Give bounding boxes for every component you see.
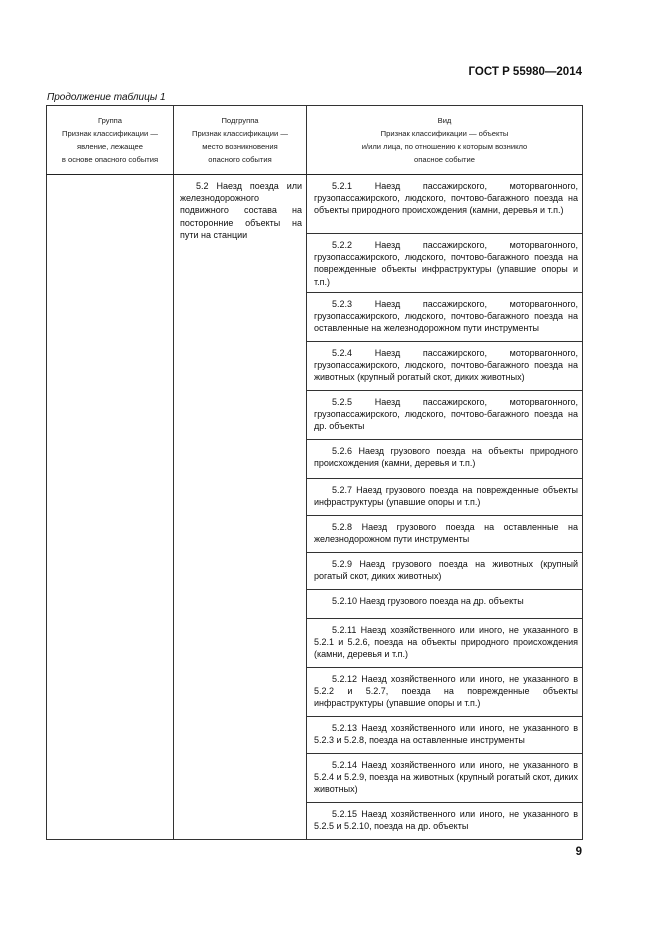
type-cell xyxy=(307,234,583,293)
header-type xyxy=(307,106,583,175)
type-cell xyxy=(307,440,583,479)
type-cell xyxy=(307,754,583,803)
type-text: 5.2.14 Наезд хозяйственного или иного, не указанного в 5.2.4 и 5.2.9, поезда на животных (крупный рогатый скот, диких животных) xyxy=(314,760,578,795)
table-caption: Продолжение таблицы 1 xyxy=(47,92,166,103)
type-cell xyxy=(307,803,583,840)
page-number: 9 xyxy=(575,846,582,858)
subgroup-text: 5.2 Наезд поезда или железнодорожного подвижного состава на посторонние объекты на пути на станции xyxy=(180,181,302,240)
type-cell xyxy=(307,479,583,516)
type-cell xyxy=(307,668,583,717)
table-row xyxy=(47,175,583,234)
header-type-line: Признак классификации — объекты xyxy=(380,129,509,138)
group-cell xyxy=(47,175,174,840)
type-text: 5.2.4 Наезд пассажирского, моторвагонного, грузопассажирского, людского, почтово-багажного поезда на животных (крупный рогатый скот, диких животных) xyxy=(314,348,578,383)
header-subgroup-title: Подгруппа xyxy=(221,116,259,125)
type-cell xyxy=(307,175,583,234)
header-subgroup-line: опасного события xyxy=(208,155,272,164)
header-group-line: Признак классификации — xyxy=(62,129,158,138)
header-type-line: опасное событие xyxy=(414,155,475,164)
type-cell xyxy=(307,391,583,440)
type-text: 5.2.7 Наезд грузового поезда на поврежденные объекты инфраструктуры (упавшие опоры и т.п.) xyxy=(314,485,578,508)
type-text: 5.2.13 Наезд хозяйственного или иного, не указанного в 5.2.3 и 5.2.8, поезда на оставленные инструменты xyxy=(314,723,578,746)
type-text: 5.2.5 Наезд пассажирского, моторвагонного, грузопассажирского, людского, почтово-багажного поезда на др. объекты xyxy=(314,397,578,432)
type-cell xyxy=(307,342,583,391)
header-type-title: Вид xyxy=(437,116,452,125)
type-text: 5.2.11 Наезд хозяйственного или иного, не указанного в 5.2.1 и 5.2.6, поезда на объекты природного происхождения (камни, деревья и т.п.) xyxy=(314,625,578,660)
header-subgroup-line: место возникновения xyxy=(202,142,278,151)
type-text: 5.2.12 Наезд хозяйственного или иного, не указанного в 5.2.2 и 5.2.7, поезда на поврежденные объекты инфраструктуры (упавшие опоры и т.п.) xyxy=(314,674,578,709)
classification-table xyxy=(46,105,583,840)
type-text: 5.2.9 Наезд грузового поезда на животных (крупный рогатый скот, диких животных) xyxy=(314,559,578,582)
type-cell xyxy=(307,590,583,619)
type-cell xyxy=(307,293,583,342)
table-header-row xyxy=(47,106,583,175)
header-group-line: в основе опасного события xyxy=(61,155,159,164)
header-group-line: явление, лежащее xyxy=(77,142,143,151)
type-text: 5.2.3 Наезд пассажирского, моторвагонного, грузопассажирского, людского, почтово-багажного поезда на оставленные на железнодорожном пути инструменты xyxy=(314,299,578,334)
document-code: ГОСТ Р 55980—2014 xyxy=(468,66,582,78)
subgroup-cell xyxy=(174,175,307,840)
header-group xyxy=(47,106,174,175)
type-text: 5.2.15 Наезд хозяйственного или иного, не указанного в 5.2.5 и 5.2.10, поезда на др. объекты xyxy=(314,809,578,832)
header-type-line: и/или лица, по отношению к которым возникло xyxy=(361,142,528,151)
header-group-title: Группа xyxy=(97,116,123,125)
header-subgroup xyxy=(174,106,307,175)
type-text: 5.2.8 Наезд грузового поезда на оставленные на железнодорожном пути инструменты xyxy=(314,522,578,545)
header-subgroup-line: Признак классификации — xyxy=(192,129,288,138)
type-text: 5.2.1 Наезд пассажирского, моторвагонного, грузопассажирского, людского, почтово-багажного поезда на объекты природного происхождения (камни, деревья и т.п.) xyxy=(314,181,578,216)
type-cell xyxy=(307,516,583,553)
type-cell xyxy=(307,619,583,668)
type-text: 5.2.10 Наезд грузового поезда на др. объекты xyxy=(332,596,524,606)
type-cell xyxy=(307,717,583,754)
type-cell xyxy=(307,553,583,590)
type-text: 5.2.2 Наезд пассажирского, моторвагонного, грузопассажирского, людского, почтово-багажного поезда на поврежденные объекты инфраструктуры (упавшие опоры и т.п.) xyxy=(314,240,578,287)
type-text: 5.2.6 Наезд грузового поезда на объекты природного происхождения (камни, деревья и т.п.) xyxy=(314,446,578,469)
